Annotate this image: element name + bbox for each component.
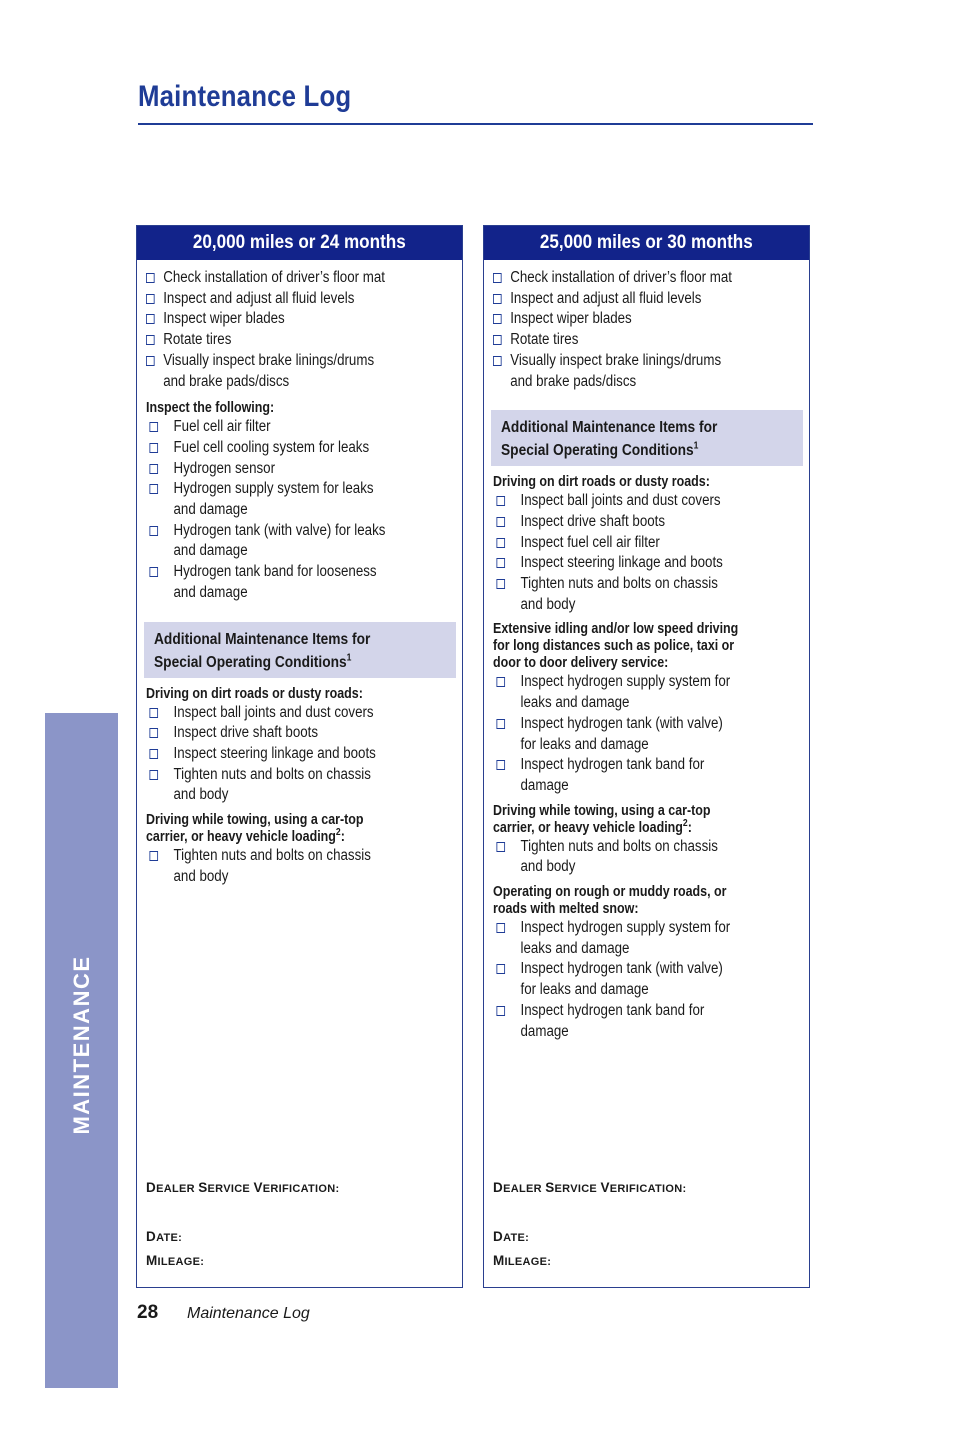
special-conditions-box: Additional Maintenance Items for Special Operating Conditions$^1$ xyxy=(144,622,456,678)
right-column-header: 25,000 miles or 30 months xyxy=(484,226,809,260)
checklist-item-text: Hydrogen tank (with valve) for leaks xyxy=(173,521,386,539)
checklist-item-text: Inspect fuel cell air filter xyxy=(520,533,660,551)
checkbox-icon[interactable] xyxy=(146,273,155,283)
checklist-item-text: for leaks and damage xyxy=(520,981,649,999)
checkbox-icon[interactable] xyxy=(496,677,505,687)
checkbox-icon[interactable] xyxy=(496,558,505,568)
checklist-item xyxy=(146,459,481,480)
checkbox-icon[interactable] xyxy=(496,842,505,852)
checkbox-icon[interactable] xyxy=(149,770,158,780)
checklist-item-text: Inspect and adjust all fluid levels xyxy=(510,289,702,307)
checklist-item-text: and damage xyxy=(173,542,248,560)
condition-heading: Operating on rough or muddy roads, or roads with melted snow: xyxy=(493,884,727,918)
checklist-item xyxy=(493,714,828,755)
checkbox-icon[interactable] xyxy=(146,356,155,366)
checklist-item-text: for leaks and damage xyxy=(520,735,649,753)
checklist-item-text: and body xyxy=(520,858,576,876)
checklist-item-text: Inspect steering linkage and boots xyxy=(173,744,376,762)
checklist-item xyxy=(493,351,817,392)
checklist-item xyxy=(493,309,817,330)
checklist-item xyxy=(493,491,828,512)
condition-heading: Extensive idling and/or low speed driving for long distances such as police, taxi or door to door delivery service: xyxy=(493,621,739,672)
checkbox-icon[interactable] xyxy=(149,749,158,759)
checkbox-icon[interactable] xyxy=(496,760,505,770)
checkbox-icon[interactable] xyxy=(496,538,505,548)
checklist-item-text: leaks and damage xyxy=(520,694,630,712)
checklist-item xyxy=(146,289,470,310)
special-conditions-box: Additional Maintenance Items for Special Operating Conditions$^1$ xyxy=(491,410,803,466)
checkbox-icon[interactable] xyxy=(146,314,155,324)
checklist-item-text: Rotate tires xyxy=(510,331,579,349)
checkbox-icon[interactable] xyxy=(493,314,502,324)
checklist-item xyxy=(146,438,481,459)
checklist-item xyxy=(493,1001,828,1042)
checklist-item-text: and brake pads/discs xyxy=(510,372,637,390)
checklist-item xyxy=(493,755,828,796)
checklist-item xyxy=(493,268,817,289)
checklist-item xyxy=(493,330,817,351)
checklist-item xyxy=(146,765,481,806)
checklist-item xyxy=(146,479,481,520)
checklist-item-text: Inspect ball joints and dust covers xyxy=(173,703,374,721)
checkbox-icon[interactable] xyxy=(496,964,505,974)
checklist-item-text: Inspect hydrogen tank (with valve) xyxy=(520,714,723,732)
checklist-item xyxy=(493,672,828,713)
checklist-item xyxy=(493,574,828,615)
checklist-item-text: Check installation of driver’s floor mat xyxy=(510,269,732,286)
checklist-item xyxy=(493,837,828,878)
checklist-item xyxy=(493,533,828,554)
checklist-item xyxy=(493,918,828,959)
checklist-item-text: Visually inspect brake linings/drums xyxy=(510,351,722,369)
checklist-item-text: Hydrogen tank band for looseness xyxy=(173,563,377,581)
checkbox-icon[interactable] xyxy=(493,335,502,345)
checkbox-icon[interactable] xyxy=(149,526,158,536)
checklist-item xyxy=(493,553,828,574)
checklist-item-text: Inspect hydrogen tank (with valve) xyxy=(520,960,723,978)
left-column-body xyxy=(137,260,462,887)
left-column xyxy=(136,225,463,1288)
checkbox-icon[interactable] xyxy=(493,356,502,366)
checkbox-icon[interactable] xyxy=(149,567,158,577)
right-column-body xyxy=(484,260,809,1042)
checklist-item xyxy=(146,351,470,392)
checkbox-icon[interactable] xyxy=(496,496,505,506)
dealer-verification-label: DEALER SERVICE VERIFICATION: xyxy=(146,1180,340,1195)
checkbox-icon[interactable] xyxy=(496,719,505,729)
inspect-heading: Inspect the following: xyxy=(146,400,275,417)
checkbox-icon[interactable] xyxy=(496,517,505,527)
checkbox-icon[interactable] xyxy=(496,1006,505,1016)
page-number: 28 xyxy=(137,1302,159,1323)
checklist-item-text: Inspect wiper blades xyxy=(510,310,632,328)
checklist-item xyxy=(146,846,481,887)
checkbox-icon[interactable] xyxy=(149,464,158,474)
checkbox-icon[interactable] xyxy=(149,422,158,432)
checklist-item xyxy=(146,309,470,330)
checklist-item-text: leaks and damage xyxy=(520,939,630,957)
checklist-item xyxy=(493,289,817,310)
checkbox-icon[interactable] xyxy=(149,728,158,738)
checklist-item-text: and body xyxy=(173,786,229,804)
checklist-item-text: Visually inspect brake linings/drums xyxy=(163,351,375,369)
checklist-item-text: damage xyxy=(520,776,569,794)
checklist-item-text: and body xyxy=(520,595,576,613)
checkbox-icon[interactable] xyxy=(149,851,158,861)
checklist-item xyxy=(146,703,481,724)
checklist-item-text: Inspect steering linkage and boots xyxy=(520,554,723,572)
left-column-header: 20,000 miles or 24 months xyxy=(137,226,462,260)
checklist-item-text: Inspect hydrogen supply system for xyxy=(520,919,731,937)
condition-heading: Driving while towing, using a car-top carrier, or heavy vehicle loading$^2$: xyxy=(146,812,364,846)
checklist-item-text: Inspect wiper blades xyxy=(163,310,285,328)
checkbox-icon[interactable] xyxy=(493,294,502,304)
checkbox-icon[interactable] xyxy=(149,443,158,453)
checklist-item-text: Hydrogen supply system for leaks xyxy=(173,480,374,498)
condition-heading: Driving while towing, using a car-top carrier, or heavy vehicle loading$^2$: xyxy=(493,802,711,836)
checklist-item-text: Tighten nuts and bolts on chassis xyxy=(173,847,371,865)
condition-heading: Driving on dirt roads or dusty roads: xyxy=(146,685,363,702)
checklist-item xyxy=(146,268,470,289)
title-rule xyxy=(138,123,813,125)
side-tab-label: MAINTENANCE xyxy=(69,955,94,1135)
checklist-item-text: Rotate tires xyxy=(163,331,232,349)
right-column xyxy=(483,225,810,1288)
checkbox-icon[interactable] xyxy=(149,484,158,494)
checkbox-icon[interactable] xyxy=(493,273,502,283)
checklist-item-text: Hydrogen sensor xyxy=(173,459,276,477)
checklist-item-text: Inspect drive shaft boots xyxy=(173,724,319,742)
checklist-item-text: Tighten nuts and bolts on chassis xyxy=(520,837,718,855)
checklist-item-text: Tighten nuts and bolts on chassis xyxy=(173,765,371,783)
page-title: Maintenance Log xyxy=(138,80,352,113)
checklist-item xyxy=(493,512,828,533)
checklist-item-text: Inspect ball joints and dust covers xyxy=(520,492,721,510)
checklist-item-text: Tighten nuts and bolts on chassis xyxy=(520,575,718,593)
checklist-item xyxy=(146,562,481,603)
checklist-item xyxy=(493,959,828,1000)
checkbox-icon[interactable] xyxy=(146,294,155,304)
checkbox-icon[interactable] xyxy=(496,579,505,589)
mileage-label: MILEAGE: xyxy=(493,1253,552,1268)
checklist-item-text: Inspect and adjust all fluid levels xyxy=(163,289,355,307)
checklist-item-text: Inspect hydrogen supply system for xyxy=(520,673,731,691)
checklist-item-text: and body xyxy=(173,867,229,885)
checklist-item-text: Check installation of driver’s floor mat xyxy=(163,269,385,286)
checkbox-icon[interactable] xyxy=(496,923,505,933)
checklist-item-text: Fuel cell air filter xyxy=(173,418,271,436)
checklist-item xyxy=(146,521,481,562)
date-label: DATE: xyxy=(146,1229,183,1244)
checklist-item-text: damage xyxy=(520,1022,569,1040)
checklist-item xyxy=(146,330,470,351)
checklist-item-text: and damage xyxy=(173,501,248,519)
condition-heading: Driving on dirt roads or dusty roads: xyxy=(493,474,710,491)
dealer-verification-label: DEALER SERVICE VERIFICATION: xyxy=(493,1180,687,1195)
checklist-item xyxy=(146,417,481,438)
footer-title: Maintenance Log xyxy=(187,1305,310,1322)
checklist-item-text: and damage xyxy=(173,583,248,601)
checklist-item-text: and brake pads/discs xyxy=(163,372,290,390)
checklist-item-text: Inspect drive shaft boots xyxy=(520,512,666,530)
date-label: DATE: xyxy=(493,1229,530,1244)
checklist-item-text: Fuel cell cooling system for leaks xyxy=(173,438,370,456)
checkbox-icon[interactable] xyxy=(146,335,155,345)
mileage-label: MILEAGE: xyxy=(146,1253,205,1268)
checkbox-icon[interactable] xyxy=(149,708,158,718)
checklist-item xyxy=(146,723,481,744)
checklist-item xyxy=(146,744,481,765)
checklist-item-text: Inspect hydrogen tank band for xyxy=(520,1001,705,1019)
checklist-item-text: Inspect hydrogen tank band for xyxy=(520,756,705,774)
